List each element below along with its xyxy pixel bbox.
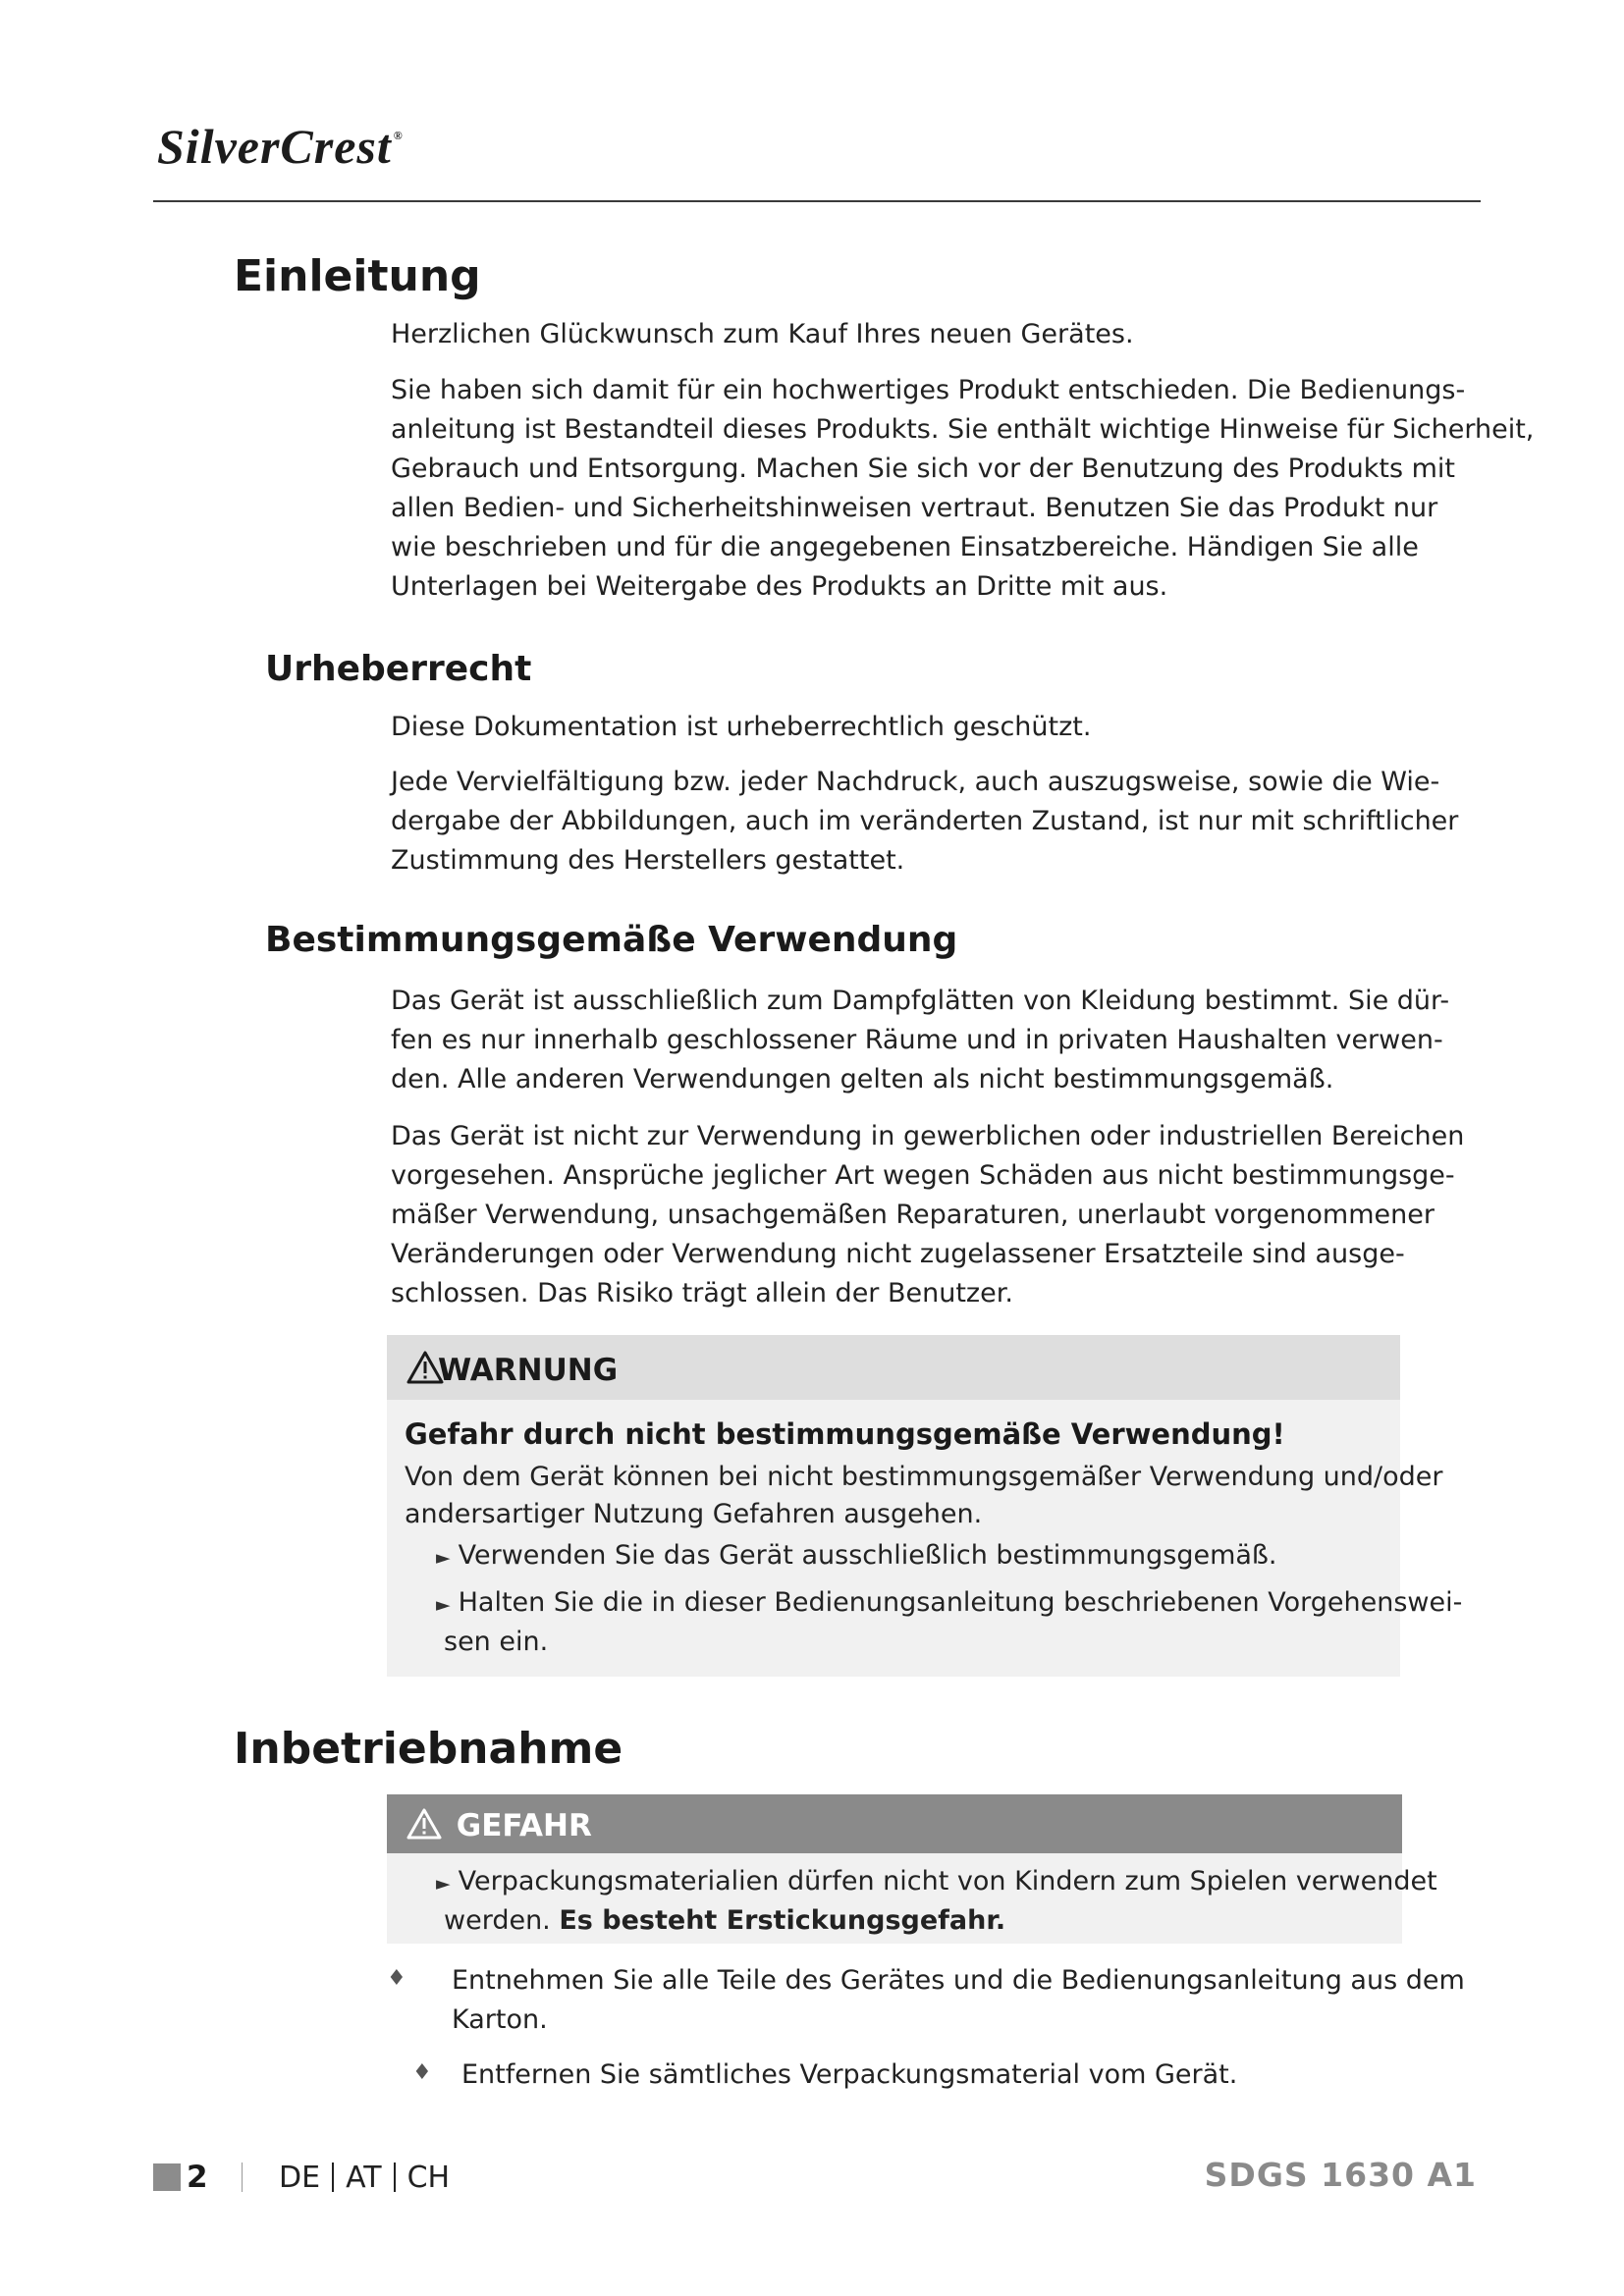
text-line: Sie haben sich damit für ein hochwertiges Produkt entschieden. Die Bedienungs-	[391, 375, 1466, 405]
warning-signal-word: WARNUNG	[438, 1353, 619, 1388]
footer-divider	[242, 2163, 243, 2192]
text-line: den. Alle anderen Verwendungen gelten als nicht bestimmungsgemäß.	[391, 1064, 1334, 1095]
arrow-right-icon: ►	[436, 1873, 451, 1895]
warning-text	[405, 1459, 1443, 1533]
text-line: andersartiger Nutzung Gefahren ausgehen.	[405, 1499, 983, 1529]
heading-verwendung: Bestimmungsgemäße Verwendung	[265, 920, 958, 960]
warning-box	[387, 1335, 1463, 1677]
warning-signal-bar	[387, 1335, 1400, 1400]
page-number: 2	[187, 2160, 208, 2195]
text-line: vorgesehen. Ansprüche jeglicher Art wegen Schäden aus nicht bestimmungsge-	[391, 1160, 1455, 1191]
heading-einleitung: Einleitung	[234, 251, 481, 301]
danger-step: ► Verpackungsmaterialien dürfen nicht von Kindern zum Spielen verwendet werden. Es besteht Erstickungsgefahr.	[436, 1866, 1437, 1936]
danger-triangle-icon	[406, 1808, 442, 1840]
text-line: fen es nur innerhalb geschlossener Räume und in privaten Haushalten verwen-	[391, 1025, 1443, 1055]
country-codes: DE AT CH	[279, 2161, 451, 2195]
heading-urheberrecht: Urheberrecht	[265, 649, 532, 689]
warning-step-1: ► Verwenden Sie das Gerät ausschließlich bestimmungsgemäß.	[436, 1540, 1277, 1571]
brand-name: SilverCrest	[157, 119, 392, 174]
text-line: Diese Dokumentation ist urheberrechtlich geschützt.	[391, 712, 1092, 742]
text-line: anleitung ist Bestandteil dieses Produkts. Sie enthält wichtige Hinweise für Sicherheit,	[391, 414, 1535, 445]
text-line: Zustimmung des Herstellers gestattet.	[391, 845, 905, 876]
text-line: Von dem Gerät können bei nicht bestimmungsgemäßer Verwendung und/oder	[405, 1462, 1443, 1492]
model-number: SDGS 1630 A1	[1204, 2156, 1477, 2194]
bullet-item-1: Entnehmen Sie alle Teile des Gerätes und die Bedienungsanleitung aus dem Karton.	[452, 1965, 1465, 2035]
urheberrecht-para-1	[391, 708, 1412, 747]
text-line: allen Bedien- und Sicherheitshinweisen vertraut. Benutzen Sie das Produkt nur	[391, 493, 1438, 523]
warning-step-2: ► Halten Sie die in dieser Bedienungsanleitung beschriebenen Vorgehenswei- sen ein.	[436, 1587, 1463, 1657]
urheberrecht-para-2	[391, 763, 1459, 881]
verwendung-para-1	[391, 982, 1450, 1099]
einleitung-para-2	[391, 371, 1535, 607]
text-line: Das Gerät ist ausschließlich zum Dampfglätten von Kleidung bestimmt. Sie dür-	[391, 986, 1450, 1016]
text-line: Jede Vervielfältigung bzw. jeder Nachdruck, auch auszugsweise, sowie die Wie-	[391, 767, 1440, 797]
heading-inbetriebnahme: Inbetriebnahme	[234, 1724, 623, 1774]
verwendung-para-2	[391, 1117, 1465, 1313]
arrow-right-icon: ►	[436, 1594, 451, 1616]
danger-emphasis: Es besteht Erstickungsgefahr.	[559, 1905, 1006, 1936]
registered-mark: ®	[393, 129, 404, 142]
danger-signal-bar	[387, 1794, 1402, 1853]
text-line: Das Gerät ist nicht zur Verwendung in gewerblichen oder industriellen Bereichen	[391, 1121, 1465, 1151]
bullet-item-2: Entfernen Sie sämtliches Verpackungsmaterial vom Gerät.	[461, 2059, 1238, 2090]
danger-signal-word: GEFAHR	[456, 1808, 592, 1843]
text-line: mäßer Verwendung, unsachgemäßen Reparaturen, unerlaubt vorgenommener	[391, 1200, 1435, 1230]
brand-logo	[157, 119, 404, 174]
arrow-right-icon: ►	[436, 1547, 451, 1569]
text-line: schlossen. Das Risiko trägt allein der Benutzer.	[391, 1278, 1013, 1308]
text-line: Unterlagen bei Weitergabe des Produkts an Dritte mit aus.	[391, 571, 1168, 602]
diamond-bullet-icon: ♦	[387, 1966, 406, 1991]
diamond-bullet-icon: ♦	[412, 2060, 432, 2085]
warning-headline: Gefahr durch nicht bestimmungsgemäße Verwendung!	[405, 1417, 1285, 1451]
text-line: Herzlichen Glückwunsch zum Kauf Ihres neuen Gerätes.	[391, 319, 1134, 349]
text-line: Veränderungen oder Verwendung nicht zugelassener Ersatzteile sind ausge-	[391, 1239, 1405, 1269]
text-line: wie beschrieben und für die angegebenen Einsatzbereiche. Händigen Sie alle	[391, 532, 1419, 562]
text-line: Gebrauch und Entsorgung. Machen Sie sich vor der Benutzung des Produkts mit	[391, 454, 1456, 484]
text-line: dergabe der Abbildungen, auch im veränderten Zustand, ist nur mit schriftlicher	[391, 806, 1459, 836]
danger-box	[387, 1794, 1437, 1944]
einleitung-para-1	[391, 315, 1412, 354]
header-rule	[153, 200, 1481, 202]
page-marker-square	[153, 2163, 181, 2191]
